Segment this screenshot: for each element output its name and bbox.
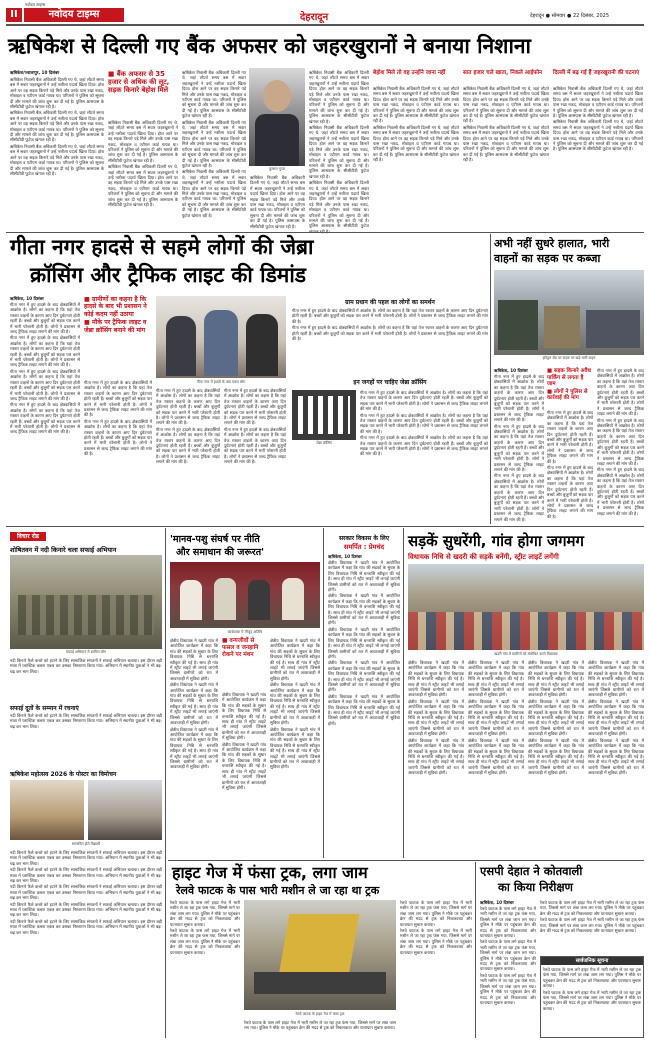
road-photo [494, 270, 644, 355]
lead-photo-caption: कुणाल गुप्ता [269, 167, 285, 171]
road-headline-1: अभी नहीं सुधरे हालात, भारी [494, 237, 610, 250]
masthead-rule [6, 24, 644, 26]
sakar-dateline: ऋषिकेश, 10 दिसंबर [328, 554, 362, 559]
road-bullet-2: ■ लोगों ने पुलिस से कार्रवाई की मांग [547, 388, 588, 402]
lead-col-4: ऋषिकेश निवासी बैंक अधिकारी दिल्ली गए थे, जहां लौटते समय बस में सवार जहरखुरानों ने उन्हें नशीला पदार्थ खिला दिया। होश आने पर वह सड़क किनारे पड़े मिले और उनके पास रखा नकद, मोबाइल व एटीएम कार्ड गायब था। परिजनों ने पुलिस को सूचना दी और मामले की जांच शुरू कर दी गई है। पुलिस आसपास के सीसीटीवी फुटेज खंगाल रही है। [250, 175, 305, 229]
vichar-body-2: नदी किनारे फैले कचरे को हटाने के लिए सामाजिक संगठनों ने सफाई अभियान चलाया। इस दौरान बड़ी मात्रा में प्लास्टिक कचरा एकत्र कर उसका निस्तारण किया गया। अभियान में स्थानीय युवाओं ने भी बढ़-चढ़ कर भाग लिया। [10, 713, 162, 729]
vichar-body-1: नदी किनारे फैले कचरे को हटाने के लिए सामाजिक संगठनों ने सफाई अभियान चलाया। इस दौरान बड़ी मात्रा में प्लास्टिक कचरा एकत्र कर उसका निस्तारण किया गया। अभियान में स्थानीय युवाओं ने भी बढ़-चढ़ कर भाग लिया। [10, 658, 162, 674]
geeta-col-5: गीता नगर में हुए हादसे के बाद क्षेत्रवासियों में आक्रोश है। लोगों का कहना है कि यहां तेज रफ्तार वाहनों के कारण आए दिन दुर्घटनाएं होती रहती हैं। बच्चों और बुजुर्गों को सड़क पार करने में भारी परेशानी होती है। लोगों ने प्रशासन से जल्द ट्रैफिक लाइट लगाने की मांग की है। गीता नगर में हुए हादसे के बाद क्षेत्रवासियों में आक्रोश है। लोगों का कहना है कि यहां तेज रफ्तार वाहनों के कारण आए दिन दुर्घटनाएं होती रहती हैं। बच्चों और बुजुर्गों को सड़क पार करने में भारी परेशानी होती है। लोगों ने प्रशासन से जल्द ट्रैफिक लाइट लगाने की मांग की है। [292, 308, 488, 342]
geeta-divider [490, 234, 491, 524]
road-col-3: गीता नगर में हुए हादसे के बाद क्षेत्रवासियों में आक्रोश है। लोगों का कहना है कि यहां तेज रफ्तार वाहनों के कारण आए दिन दुर्घटनाएं होती रहती हैं। बच्चों और बुजुर्गों को सड़क पार करने में भारी परेशानी होती है। लोगों ने प्रशासन से जल्द ट्रैफिक लाइट लगाने की मांग की है। गीता नगर में हुए हादसे के बाद क्षेत्रवासियों में आक्रोश है। लोगों का कहना है कि यहां तेज रफ्तार वाहनों के कारण आए दिन दुर्घटनाएं होती रहती हैं। बच्चों और बुजुर्गों को सड़क पार करने में भारी परेशानी होती है। लोगों ने प्रशासन से जल्द ट्रैफिक लाइट लगाने की मांग की है। गीता नगर में हुए हादसे के बाद क्षेत्रवासियों में आक्रोश है। लोगों का कहना है कि यहां तेज रफ्तार वाहनों के कारण आए दिन दुर्घटनाएं होती रहती हैं। बच्चों और बुजुर्गों को सड़क पार करने में भारी परेशानी होती है। लोगों ने प्रशासन से जल्द ट्रैफिक लाइट लगाने की मांग की है। [597, 368, 644, 516]
awards-photo-2 [88, 780, 162, 840]
road-photo-caption: हरिद्वार रोड पर सड़क पर खड़े भारी वाहन [542, 356, 596, 360]
truck-col-3: रेलवे फाटक के पास लगे हाइट गेज में भारी मशीन ले जा रहा ट्रक फंस गया, जिससे मार्ग पर लंबा जाम लग गया। पुलिस ने मौके पर पहुंचकर क्रेन की मदद से ट्रक को निकलवाया और यातायात सुचारु कराया। रेलवे फाटक के पास लगे हाइट गेज में भारी मशीन ले जा रहा ट्रक फंस गया, जिससे मार्ग पर लंबा जाम लग गया। पुलिस ने मौके पर पहुंचकर क्रेन की मदद से ट्रक को निकलवाया और यातायात सुचारु कराया। [400, 900, 472, 955]
lead-col-7: ऋषिकेश निवासी बैंक अधिकारी दिल्ली गए थे, जहां लौटते समय बस में सवार जहरखुरानों ने उन्हें नशीला पदार्थ खिला दिया। होश आने पर वह सड़क किनारे पड़े मिले और उनके पास रखा नकद, मोबाइल व एटीएम कार्ड गायब था। परिजनों ने पुलिस को सूचना दी और मामले की जांच शुरू कर दी गई है। पुलिस आसपास के सीसीटीवी फुटेज खंगाल रही है। ऋषिकेश निवासी बैंक अधिकारी दिल्ली गए थे, जहां लौटते समय बस में सवार जहरखुरानों ने उन्हें नशीला पदार्थ खिला दिया। होश आने पर वह सड़क किनारे पड़े मिले और उनके पास रखा नकद, मोबाइल व एटीएम कार्ड गायब था। परिजनों ने पुलिस को सूचना दी और मामले की जांच शुरू कर दी गई है। पुलिस आसपास के सीसीटीवी फुटेज खंगाल रही है। [463, 86, 549, 163]
sakar-divider [403, 528, 404, 858]
truck-subheadline: रेलवे फाटक के पास भारी मशीन ले जा रहा था ट्रक [176, 884, 380, 897]
awards-photo-1 [10, 780, 84, 840]
lead-col-8: ऋषिकेश निवासी बैंक अधिकारी दिल्ली गए थे, जहां लौटते समय बस में सवार जहरखुरानों ने उन्हें नशीला पदार्थ खिला दिया। होश आने पर वह सड़क किनारे पड़े मिले और उनके पास रखा नकद, मोबाइल व एटीएम कार्ड गायब था। परिजनों ने पुलिस को सूचना दी और मामले की जांच शुरू कर दी गई है। पुलिस आसपास के सीसीटीवी फुटेज खंगाल रही है। ऋषिकेश निवासी बैंक अधिकारी दिल्ली गए थे, जहां लौटते समय बस में सवार जहरखुरानों ने उन्हें नशीला पदार्थ खिला दिया। होश आने पर वह सड़क किनारे पड़े मिले और उनके पास रखा नकद, मोबाइल व एटीएम कार्ड गायब था। परिजनों ने पुलिस को सूचना दी और मामले की जांच शुरू कर दी गई है। पुलिस आसपास के सीसीटीवी फुटेज खंगाल रही है। [553, 86, 643, 152]
page-number: II [6, 8, 22, 22]
geeta-photo [156, 296, 286, 378]
geeta-photo-caption: गीता नगर में हादसे के बाद एकत्र लोग [196, 380, 246, 384]
lead-col-head-3: दिल्ली में बढ़ गई हैं जहरखुरानी की घटनाएं [553, 70, 640, 76]
vichar-tag: विचार रोड [10, 532, 46, 541]
sp-col-2: रेलवे फाटक के पास लगे हाइट गेज में भारी मशीन ले जा रहा ट्रक फंस गया, जिससे मार्ग पर लंबा जाम लग गया। पुलिस ने मौके पर पहुंचकर क्रेन की मदद से ट्रक को निकलवाया और यातायात सुचारु कराया। रेलवे फाटक के पास लगे हाइट गेज में भारी मशीन ले जा रहा ट्रक फंस गया, जिससे मार्ग पर लंबा जाम लग गया। पुलिस ने मौके पर पहुंचकर क्रेन की मदद से ट्रक को निकलवाया और यातायात सुचारु कराया। [540, 900, 644, 934]
geeta-col-3: गीता नगर में हुए हादसे के बाद क्षेत्रवासियों में आक्रोश है। लोगों का कहना है कि यहां तेज रफ्तार वाहनों के कारण आए दिन दुर्घटनाएं होती रहती हैं। बच्चों और बुजुर्गों को सड़क पार करने में भारी परेशानी होती है। लोगों ने प्रशासन से जल्द ट्रैफिक लाइट लगाने की मांग की है। गीता नगर में हुए हादसे के बाद क्षेत्रवासियों में आक्रोश है। लोगों का कहना है कि यहां तेज रफ्तार वाहनों के कारण आए दिन दुर्घटनाएं होती रहती हैं। बच्चों और बुजुर्गों को सड़क पार करने में भारी परेशानी होती है। लोगों ने प्रशासन से जल्द ट्रैफिक लाइट लगाने की मांग की है। [156, 388, 220, 465]
truck-col-1: रेलवे फाटक के पास लगे हाइट गेज में भारी मशीन ले जा रहा ट्रक फंस गया, जिससे मार्ग पर लंबा जाम लग गया। पुलिस ने मौके पर पहुंचकर क्रेन की मदद से ट्रक को निकलवाया और यातायात सुचारु कराया। रेलवे फाटक के पास लगे हाइट गेज में भारी मशीन ले जा रहा ट्रक फंस गया, जिससे मार्ग पर लंबा जाम लग गया। पुलिस ने मौके पर पहुंचकर क्रेन की मदद से ट्रक को निकलवाया और यातायात सुचारु कराया। [170, 900, 240, 955]
road-headline-2: वाहनों का सड़क पर कब्जा [494, 252, 601, 265]
lead-col-3: ऋषिकेश निवासी बैंक अधिकारी दिल्ली गए थे, जहां लौटते समय बस में सवार जहरखुरानों ने उन्हें नशीला पदार्थ खिला दिया। होश आने पर वह सड़क किनारे पड़े मिले और उनके पास रखा नकद, मोबाइल व एटीएम कार्ड गायब था। परिजनों ने पुलिस को सूचना दी और मामले की जांच शुरू कर दी गई है। पुलिस आसपास के सीसीटीवी फुटेज खंगाल रही है। ऋषिकेश निवासी बैंक अधिकारी दिल्ली गए थे, जहां लौटते समय बस में सवार जहरखुरानों ने उन्हें नशीला पदार्थ खिला दिया। होश आने पर वह सड़क किनारे पड़े मिले और उनके पास रखा नकद, मोबाइल व एटीएम कार्ड गायब था। परिजनों ने पुलिस को सूचना दी और मामले की जांच शुरू कर दी गई है। पुलिस आसपास के सीसीटीवी फुटेज खंगाल रही है। ऋषिकेश निवासी बैंक अधिकारी दिल्ली गए थे, जहां लौटते समय बस में सवार जहरखुरानों ने उन्हें नशीला पदार्थ खिला दिया। होश आने पर वह सड़क किनारे पड़े मिले और उनके पास रखा नकद, मोबाइल व एटीएम कार्ड गायब था। परिजनों ने पुलिस को सूचना दी और मामले की जांच शुरू कर दी गई है। पुलिस आसपास के सीसीटीवी फुटेज खंगाल रही है। [182, 70, 247, 218]
geeta-bullets [84, 296, 152, 335]
lead-col-head-2: सात हजार चले खाता, निकले आईफोन [463, 70, 543, 76]
lead-headline: ऋषिकेश से दिल्ली गए बैंक अफसर को जहरखुरानों ने बनाया निशाना [8, 34, 531, 58]
left-divider [165, 528, 166, 1038]
public-notice-body: रेलवे फाटक के पास लगे हाइट गेज में भारी मशीन ले जा रहा ट्रक फंस गया, जिससे मार्ग पर लंबा जाम लग गया। पुलिस ने मौके पर पहुंचकर क्रेन की मदद से ट्रक को निकलवाया और यातायात सुचारु कराया। रेलवे फाटक के पास लगे हाइट गेज में भारी मशीन ले जा रहा ट्रक फंस गया, जिससे मार्ग पर लंबा जाम लग गया। पुलिस ने मौके पर पहुंचकर क्रेन की मदद से ट्रक को निकलवाया और यातायात सुचारु कराया। [543, 967, 641, 1011]
lead-bullet [108, 70, 178, 95]
vichar-headline: शोषितवन में नदी किनारे चला सफाई अभियान [10, 546, 117, 554]
geeta-col-1: गीता नगर में हुए हादसे के बाद क्षेत्रवासियों में आक्रोश है। लोगों का कहना है कि यहां तेज रफ्तार वाहनों के कारण आए दिन दुर्घटनाएं होती रहती हैं। बच्चों और बुजुर्गों को सड़क पार करने में भारी परेशानी होती है। लोगों ने प्रशासन से जल्द ट्रैफिक लाइट लगाने की मांग की है। गीता नगर में हुए हादसे के बाद क्षेत्रवासियों में आक्रोश है। लोगों का कहना है कि यहां तेज रफ्तार वाहनों के कारण आए दिन दुर्घटनाएं होती रहती हैं। बच्चों और बुजुर्गों को सड़क पार करने में भारी परेशानी होती है। लोगों ने प्रशासन से जल्द ट्रैफिक लाइट लगाने की मांग की है। गीता नगर में हुए हादसे के बाद क्षेत्रवासियों में आक्रोश है। लोगों का कहना है कि यहां तेज रफ्तार वाहनों के कारण आए दिन दुर्घटनाएं होती रहती हैं। बच्चों और बुजुर्गों को सड़क पार करने में भारी परेशानी होती है। लोगों ने प्रशासन से जल्द ट्रैफिक लाइट लगाने की मांग की है। गीता नगर में हुए हादसे के बाद क्षेत्रवासियों में आक्रोश है। लोगों का कहना है कि यहां तेज रफ्तार वाहनों के कारण आए दिन दुर्घटनाएं होती रहती हैं। बच्चों और बुजुर्गों को सड़क पार करने में भारी परेशानी होती है। लोगों ने प्रशासन से जल्द ट्रैफिक लाइट लगाने की मांग की है। [10, 302, 80, 435]
sakar-col: क्षेत्रीय विधायक ने खदरी गांव में आयोजित कार्यक्रम में कहा कि गांव की सड़कों के सुधार के लिए विधायक निधि से धनराशि स्वीकृत की गई है। साथ ही गांव में स्ट्रीट लाइटें भी लगाई जाएंगी जिससे ग्रामीणों को रात में आवाजाही में सुविधा होगी। क्षेत्रीय विधायक ने खदरी गांव में आयोजित कार्यक्रम में कहा कि गांव की सड़कों के सुधार के लिए विधायक निधि से धनराशि स्वीकृत की गई है। साथ ही गांव में स्ट्रीट लाइटें भी लगाई जाएंगी जिससे ग्रामीणों को रात में आवाजाही में सुविधा होगी। क्षेत्रीय विधायक ने खदरी गांव में आयोजित कार्यक्रम में कहा कि गांव की सड़कों के सुधार के लिए विधायक निधि से धनराशि स्वीकृत की गई है। साथ ही गांव में स्ट्रीट लाइटें भी लगाई जाएंगी जिससे ग्रामीणों को रात में आवाजाही में सुविधा होगी। क्षेत्रीय विधायक ने खदरी गांव में आयोजित कार्यक्रम में कहा कि गांव की सड़कों के सुधार के लिए विधायक निधि से धनराशि स्वीकृत की गई है। साथ ही गांव में स्ट्रीट लाइटें भी लगाई जाएंगी जिससे ग्रामीणों को रात में आवाजाही में सुविधा होगी। क्षेत्रीय विधायक ने खदरी गांव में आयोजित कार्यक्रम में कहा कि गांव की सड़कों के सुधार के लिए विधायक निधि से धनराशि स्वीकृत की गई है। साथ ही गांव में स्ट्रीट लाइटें भी लगाई जाएंगी जिससे ग्रामीणों को रात में आवाजाही में सुविधा होगी। [328, 560, 400, 726]
sp-headline-2: का किया निरीक्षण [498, 880, 573, 894]
geeta-headline-1: गीता नगर हादसे से सहमे लोगों की जेब्रा [10, 235, 314, 259]
lead-col-1: ऋषिकेश निवासी बैंक अधिकारी दिल्ली गए थे, जहां लौटते समय बस में सवार जहरखुरानों ने उन्हें नशीला पदार्थ खिला दिया। होश आने पर वह सड़क किनारे पड़े मिले और उनके पास रखा नकद, मोबाइल व एटीएम कार्ड गायब था। परिजनों ने पुलिस को सूचना दी और मामले की जांच शुरू कर दी गई है। पुलिस आसपास के सीसीटीवी फुटेज खंगाल रही है। ऋषिकेश निवासी बैंक अधिकारी दिल्ली गए थे, जहां लौटते समय बस में सवार जहरखुरानों ने उन्हें नशीला पदार्थ खिला दिया। होश आने पर वह सड़क किनारे पड़े मिले और उनके पास रखा नकद, मोबाइल व एटीएम कार्ड गायब था। परिजनों ने पुलिस को सूचना दी और मामले की जांच शुरू कर दी गई है। पुलिस आसपास के सीसीटीवी फुटेज खंगाल रही है। ऋषिकेश निवासी बैंक अधिकारी दिल्ली गए थे, जहां लौटते समय बस में सवार जहरखुरानों ने उन्हें नशीला पदार्थ खिला दिया। होश आने पर वह सड़क किनारे पड़े मिले और उनके पास रखा नकद, मोबाइल व एटीएम कार्ड गायब था। परिजनों ने पुलिस को सूचना दी और मामले की जांच शुरू कर दी गई है। पुलिस आसपास के सीसीटीवी फुटेज खंगाल रही है। [10, 77, 104, 176]
truck-col-2: रेलवे फाटक के पास लगे हाइट गेज में भारी मशीन ले जा रहा ट्रक फंस गया, जिससे मार्ग पर लंबा जाम लग गया। पुलिस ने मौके पर पहुंचकर क्रेन की मदद से ट्रक को निकलवाया और यातायात सुचारु कराया। [244, 1020, 396, 1031]
manav-photo-caption: कार्यशाला में मौजूद अतिथि [227, 630, 263, 634]
awards-body: नदी किनारे फैले कचरे को हटाने के लिए सामाजिक संगठनों ने सफाई अभियान चलाया। इस दौरान बड़ी मात्रा में प्लास्टिक कचरा एकत्र कर उसका निस्तारण किया गया। अभियान में स्थानीय युवाओं ने भी बढ़-चढ़ कर भाग लिया। नदी किनारे फैले कचरे को हटाने के लिए सामाजिक संगठनों ने सफाई अभियान चलाया। इस दौरान बड़ी मात्रा में प्लास्टिक कचरा एकत्र कर उसका निस्तारण किया गया। अभियान में स्थानीय युवाओं ने भी बढ़-चढ़ कर भाग लिया। नदी किनारे फैले कचरे को हटाने के लिए सामाजिक संगठनों ने सफाई अभियान चलाया। इस दौरान बड़ी मात्रा में प्लास्टिक कचरा एकत्र कर उसका निस्तारण किया गया। अभियान में स्थानीय युवाओं ने भी बढ़-चढ़ कर भाग लिया। नदी किनारे फैले कचरे को हटाने के लिए सामाजिक संगठनों ने सफाई अभियान चलाया। इस दौरान बड़ी मात्रा में प्लास्टिक कचरा एकत्र कर उसका निस्तारण किया गया। अभियान में स्थानीय युवाओं ने भी बढ़-चढ़ कर भाग लिया। नदी किनारे फैले कचरे को हटाने के लिए सामाजिक संगठनों ने सफाई अभियान चलाया। इस दौरान बड़ी मात्रा में प्लास्टिक कचरा एकत्र कर उसका निस्तारण किया गया। अभियान में स्थानीय युवाओं ने भी बढ़-चढ़ कर भाग लिया। [10, 850, 162, 935]
public-notice-box [540, 956, 644, 1038]
lead-col-5: ऋषिकेश निवासी बैंक अधिकारी दिल्ली गए थे, जहां लौटते समय बस में सवार जहरखुरानों ने उन्हें नशीला पदार्थ खिला दिया। होश आने पर वह सड़क किनारे पड़े मिले और उनके पास रखा नकद, मोबाइल व एटीएम कार्ड गायब था। परिजनों ने पुलिस को सूचना दी और मामले की जांच शुरू कर दी गई है। पुलिस आसपास के सीसीटीवी फुटेज खंगाल रही है। ऋषिकेश निवासी बैंक अधिकारी दिल्ली गए थे, जहां लौटते समय बस में सवार जहरखुरानों ने उन्हें नशीला पदार्थ खिला दिया। होश आने पर वह सड़क किनारे पड़े मिले और उनके पास रखा नकद, मोबाइल व एटीएम कार्ड गायब था। परिजनों ने पुलिस को सूचना दी और मामले की जांच शुरू कर दी गई है। पुलिस आसपास के सीसीटीवी फुटेज खंगाल रही है। ऋषिकेश निवासी बैंक अधिकारी दिल्ली गए थे, जहां लौटते समय बस में सवार जहरखुरानों ने उन्हें नशीला पदार्थ खिला दिया। होश आने पर वह सड़क किनारे पड़े मिले और उनके पास रखा नकद, मोबाइल व एटीएम कार्ड गायब था। परिजनों ने पुलिस को सूचना दी और मामले की जांच शुरू कर दी गई है। पुलिस आसपास के सीसीटीवी फुटेज [309, 70, 369, 229]
manav-col-2: क्षेत्रीय विधायक ने खदरी गांव में आयोजित कार्यक्रम में कहा कि गांव की सड़कों के सुधार के लिए विधायक निधि से धनराशि स्वीकृत की गई है। साथ ही गांव में स्ट्रीट लाइटें भी लगाई जाएंगी जिससे ग्रामीणों को रात में आवाजाही में सुविधा होगी। क्षेत्रीय विधायक ने खदरी गांव में आयोजित कार्यक्रम में कहा कि गांव की सड़कों के सुधार के लिए विधायक निधि से धनराशि स्वीकृत की गई है। साथ ही गांव में स्ट्रीट लाइटें भी लगाई जाएंगी जिससे ग्रामीणों को रात में आवाजाही में सुविधा होगी। [222, 692, 266, 790]
sadak-photo [408, 564, 644, 650]
manav-headline-1: 'मानव-पशु संघर्ष पर नीति [170, 534, 260, 545]
sadak-col-4: क्षेत्रीय विधायक ने खदरी गांव में आयोजित कार्यक्रम में कहा कि गांव की सड़कों के सुधार के लिए विधायक निधि से धनराशि स्वीकृत की गई है। साथ ही गांव में स्ट्रीट लाइटें भी लगाई जाएंगी जिससे ग्रामीणों को रात में आवाजाही में सुविधा होगी। क्षेत्रीय विधायक ने खदरी गांव में आयोजित कार्यक्रम में कहा कि गांव की सड़कों के सुधार के लिए विधायक निधि से धनराशि स्वीकृत की गई है। साथ ही गांव में स्ट्रीट लाइटें भी लगाई जाएंगी जिससे ग्रामीणों को रात में आवाजाही में सुविधा होगी। क्षेत्रीय विधायक ने खदरी गांव में आयोजित कार्यक्रम में कहा कि गांव की सड़कों के सुधार के लिए विधायक निधि से धनराशि स्वीकृत की गई है। साथ ही गांव में स्ट्रीट लाइटें भी लगाई जाएंगी जिससे ग्रामीणों को रात में आवाजाही में सुविधा होगी। [588, 660, 644, 776]
public-notice-title: सार्वजनिक सूचना [541, 957, 643, 965]
road-col-1: गीता नगर में हुए हादसे के बाद क्षेत्रवासियों में आक्रोश है। लोगों का कहना है कि यहां तेज रफ्तार वाहनों के कारण आए दिन दुर्घटनाएं होती रहती हैं। बच्चों और बुजुर्गों को सड़क पार करने में भारी परेशानी होती है। लोगों ने प्रशासन से जल्द ट्रैफिक लाइट लगाने की मांग की है। गीता नगर में हुए हादसे के बाद क्षेत्रवासियों में आक्रोश है। लोगों का कहना है कि यहां तेज रफ्तार वाहनों के कारण आए दिन दुर्घटनाएं होती रहती हैं। बच्चों और बुजुर्गों को सड़क पार करने में भारी परेशानी होती है। लोगों ने प्रशासन से जल्द ट्रैफिक लाइट लगाने की मांग की है। गीता नगर में हुए हादसे के बाद क्षेत्रवासियों में आक्रोश है। लोगों का कहना है कि यहां तेज रफ्तार वाहनों के कारण आए दिन दुर्घटनाएं होती रहती हैं। बच्चों और बुजुर्गों को सड़क पार करने में भारी परेशानी होती है। लोगों ने प्रशासन से जल्द ट्रैफिक लाइट लगाने की मांग की है। [494, 374, 544, 522]
geeta-bullet-1: ■ ग्रामीणों का कहना है कि हादसे के बाद भी प्रशासन ने कोई कदम नहीं उठाया [84, 296, 147, 318]
manav-bullets [222, 638, 266, 660]
lead-col-2: ऋषिकेश निवासी बैंक अधिकारी दिल्ली गए थे, जहां लौटते समय बस में सवार जहरखुरानों ने उन्हें नशीला पदार्थ खिला दिया। होश आने पर वह सड़क किनारे पड़े मिले और उनके पास रखा नकद, मोबाइल व एटीएम कार्ड गायब था। परिजनों ने पुलिस को सूचना दी और मामले की जांच शुरू कर दी गई है। पुलिस आसपास के सीसीटीवी फुटेज खंगाल रही है। ऋषिकेश निवासी बैंक अधिकारी दिल्ली गए थे, जहां लौटते समय बस में सवार जहरखुरानों ने उन्हें नशीला पदार्थ खिला दिया। होश आने पर वह सड़क किनारे पड़े मिले और उनके पास रखा नकद, मोबाइल व एटीएम कार्ड गायब था। परिजनों ने पुलिस को सूचना दी और मामले की जांच शुरू कर दी गई है। पुलिस आसपास के सीसीटीवी फुटेज खंगाल रही है। [108, 120, 178, 208]
vichar-subhead: सफाई दूतों के सम्मान में रचनाएं [10, 705, 79, 712]
lead-photo [249, 68, 305, 166]
brand-small: नवोदय टाइम्स [25, 2, 46, 7]
sakar-headline-2: समर्पित : प्रेमचंद [343, 543, 385, 551]
truck-photo-caption: रेलवे फाटक के हाइट गेज में फंसा ट्रक [295, 1012, 345, 1016]
manav-col-1: क्षेत्रीय विधायक ने खदरी गांव में आयोजित कार्यक्रम में कहा कि गांव की सड़कों के सुधार के लिए विधायक निधि से धनराशि स्वीकृत की गई है। साथ ही गांव में स्ट्रीट लाइटें भी लगाई जाएंगी जिससे ग्रामीणों को रात में आवाजाही में सुविधा होगी। क्षेत्रीय विधायक ने खदरी गांव में आयोजित कार्यक्रम में कहा कि गांव की सड़कों के सुधार के लिए विधायक निधि से धनराशि स्वीकृत की गई है। साथ ही गांव में स्ट्रीट लाइटें भी लगाई जाएंगी जिससे ग्रामीणों को रात में आवाजाही में सुविधा होगी। क्षेत्रीय विधायक ने खदरी गांव में आयोजित कार्यक्रम में कहा कि गांव की सड़कों के सुधार के लिए विधायक निधि से धनराशि स्वीकृत की गई है। साथ ही गांव में स्ट्रीट लाइटें भी लगाई जाएंगी जिससे ग्रामीणों को रात में आवाजाही में सुविधा होगी। [170, 638, 218, 770]
lead-col-6: ऋषिकेश निवासी बैंक अधिकारी दिल्ली गए थे, जहां लौटते समय बस में सवार जहरखुरानों ने उन्हें नशीला पदार्थ खिला दिया। होश आने पर वह सड़क किनारे पड़े मिले और उनके पास रखा नकद, मोबाइल व एटीएम कार्ड गायब था। परिजनों ने पुलिस को सूचना दी और मामले की जांच शुरू कर दी गई है। पुलिस आसपास के सीसीटीवी फुटेज खंगाल रही है। ऋषिकेश निवासी बैंक अधिकारी दिल्ली गए थे, जहां लौटते समय बस में सवार जहरखुरानों ने उन्हें नशीला पदार्थ खिला दिया। होश आने पर वह सड़क किनारे पड़े मिले और उनके पास रखा नकद, मोबाइल व एटीएम कार्ड गायब था। परिजनों ने पुलिस को सूचना दी और मामले की जांच शुरू कर दी गई है। पुलिस आसपास के सीसीटीवी फुटेज खंगाल रही है। [373, 86, 459, 163]
manav-divider [323, 528, 324, 858]
lead-col-head-1: बेहोश मिले तो वह उन्होंने जाना नहीं [373, 70, 446, 76]
geeta-headline-2: क्रॉसिंग और ट्रैफिक लाइट की डिमांड [30, 263, 307, 287]
sadak-col-1: क्षेत्रीय विधायक ने खदरी गांव में आयोजित कार्यक्रम में कहा कि गांव की सड़कों के सुधार के लिए विधायक निधि से धनराशि स्वीकृत की गई है। साथ ही गांव में स्ट्रीट लाइटें भी लगाई जाएंगी जिससे ग्रामीणों को रात में आवाजाही में सुविधा होगी। क्षेत्रीय विधायक ने खदरी गांव में आयोजित कार्यक्रम में कहा कि गांव की सड़कों के सुधार के लिए विधायक निधि से धनराशि स्वीकृत की गई है। साथ ही गांव में स्ट्रीट लाइटें भी लगाई जाएंगी जिससे ग्रामीणों को रात में आवाजाही में सुविधा होगी। क्षेत्रीय विधायक ने खदरी गांव में आयोजित कार्यक्रम में कहा कि गांव की सड़कों के सुधार के लिए विधायक निधि से धनराशि स्वीकृत की गई है। साथ ही गांव में स्ट्रीट लाइटें भी लगाई जाएंगी जिससे ग्रामीणों को रात में आवाजाही में सुविधा होगी। [408, 660, 464, 776]
sakar-headline-1: सरकार विकास के लिए [338, 535, 390, 542]
lead-rule [6, 232, 644, 233]
section-title: देहरादून [300, 12, 329, 23]
manav-headline-2: और समाधान की जरूरत' [176, 547, 265, 558]
manav-bullet-1: ■ वन्यजीवों से फसल व जनहानि रोकने पर मंथन [222, 638, 259, 658]
sp-dateline: ऋषिकेश, 10 दिसंबर [480, 900, 514, 905]
road-bullets [547, 368, 593, 403]
geeta-bullet-2: ■ मौके पर ट्रैफिक लाइट व जेब्रा क्रॉसिंग बनाने की मांग [84, 319, 147, 334]
geeta-col-4: गीता नगर में हुए हादसे के बाद क्षेत्रवासियों में आक्रोश है। लोगों का कहना है कि यहां तेज रफ्तार वाहनों के कारण आए दिन दुर्घटनाएं होती रहती हैं। बच्चों और बुजुर्गों को सड़क पार करने में भारी परेशानी होती है। लोगों ने प्रशासन से जल्द ट्रैफिक लाइट लगाने की मांग की है। गीता नगर में हुए हादसे के बाद क्षेत्रवासियों में आक्रोश है। लोगों का कहना है कि यहां तेज रफ्तार वाहनों के कारण आए दिन दुर्घटनाएं होती रहती हैं। बच्चों और बुजुर्गों को सड़क पार करने में भारी परेशानी होती है। लोगों ने प्रशासन से जल्द ट्रैफिक लाइट लगाने की मांग की है। [224, 388, 286, 465]
lower-rule [168, 860, 644, 861]
sadak-subheadline: विधायक निधि से खदरी की सड़कें बनेंगी, स्ट्रीट लाइटें लगेंगी [408, 553, 559, 561]
sadak-col-3: क्षेत्रीय विधायक ने खदरी गांव में आयोजित कार्यक्रम में कहा कि गांव की सड़कों के सुधार के लिए विधायक निधि से धनराशि स्वीकृत की गई है। साथ ही गांव में स्ट्रीट लाइटें भी लगाई जाएंगी जिससे ग्रामीणों को रात में आवाजाही में सुविधा होगी। क्षेत्रीय विधायक ने खदरी गांव में आयोजित कार्यक्रम में कहा कि गांव की सड़कों के सुधार के लिए विधायक निधि से धनराशि स्वीकृत की गई है। साथ ही गांव में स्ट्रीट लाइटें भी लगाई जाएंगी जिससे ग्रामीणों को रात में आवाजाही में सुविधा होगी। क्षेत्रीय विधायक ने खदरी गांव में आयोजित कार्यक्रम में कहा कि गांव की सड़कों के सुधार के लिए विधायक निधि से धनराशि स्वीकृत की गई है। साथ ही गांव में स्ट्रीट लाइटें भी लगाई जाएंगी जिससे ग्रामीणों को रात में आवाजाही में सुविधा होगी। [528, 660, 584, 776]
road-col-2: गीता नगर में हुए हादसे के बाद क्षेत्रवासियों में आक्रोश है। लोगों का कहना है कि यहां तेज रफ्तार वाहनों के कारण आए दिन दुर्घटनाएं होती रहती हैं। बच्चों और बुजुर्गों को सड़क पार करने में भारी परेशानी होती है। लोगों ने प्रशासन से जल्द ट्रैफिक लाइट लगाने की मांग की है। गीता नगर में हुए हादसे के बाद क्षेत्रवासियों में आक्रोश है। लोगों का कहना है कि यहां तेज रफ्तार वाहनों के कारण आए दिन दुर्घटनाएं होती रहती हैं। बच्चों और बुजुर्गों को सड़क पार करने में भारी परेशानी होती है। लोगों ने प्रशासन से जल्द ट्रैफिक लाइट लगाने की मांग की है। [547, 410, 594, 519]
lead-bullet-1: ■ बैंक अफसर से 35 हजार से अधिक की लूट, सड़क किनारे बेहोश मिले [108, 70, 170, 94]
brand-logo: नवोदय टाइम्स [24, 8, 124, 22]
truck-headline: हाइट गेज में फंसा ट्रक, लगा जाम [172, 863, 368, 882]
manav-photo [170, 562, 320, 628]
manav-col-3: क्षेत्रीय विधायक ने खदरी गांव में आयोजित कार्यक्रम में कहा कि गांव की सड़कों के सुधार के लिए विधायक निधि से धनराशि स्वीकृत की गई है। साथ ही गांव में स्ट्रीट लाइटें भी लगाई जाएंगी जिससे ग्रामीणों को रात में आवाजाही में सुविधा होगी। क्षेत्रीय विधायक ने खदरी गांव में आयोजित कार्यक्रम में कहा कि गांव की सड़कों के सुधार के लिए विधायक निधि से धनराशि स्वीकृत की गई है। साथ ही गांव में स्ट्रीट लाइटें भी लगाई जाएंगी जिससे ग्रामीणों को रात में आवाजाही में सुविधा होगी। क्षेत्रीय विधायक ने खदरी गांव में आयोजित कार्यक्रम में कहा कि गांव की सड़कों के सुधार के लिए विधायक निधि से धनराशि स्वीकृत की गई है। साथ ही गांव में स्ट्रीट लाइटें भी लगाई जाएंगी जिससे ग्रामीणों को रात में आवाजाही में सुविधा होगी। [270, 638, 320, 770]
mid-rule [6, 526, 644, 527]
geeta-col-2: गीता नगर में हुए हादसे के बाद क्षेत्रवासियों में आक्रोश है। लोगों का कहना है कि यहां तेज रफ्तार वाहनों के कारण आए दिन दुर्घटनाएं होती रहती हैं। बच्चों और बुजुर्गों को सड़क पार करने में भारी परेशानी होती है। लोगों ने प्रशासन से जल्द ट्रैफिक लाइट लगाने की मांग की है। गीता नगर में हुए हादसे के बाद क्षेत्रवासियों में आक्रोश है। लोगों का कहना है कि यहां तेज रफ्तार वाहनों के कारण आए दिन दुर्घटनाएं होती रहती हैं। बच्चों और बुजुर्गों को सड़क पार करने में भारी परेशानी होती है। लोगों ने प्रशासन से जल्द ट्रैफिक लाइट लगाने की मांग की है। [84, 380, 152, 457]
zebra-caption: जेब्रा क्रॉसिंग [316, 441, 332, 445]
road-bullet-1: ■ सड़क किनारे अवैध पार्किंग से लगता है जाम [547, 368, 591, 388]
vichar-photo-caption: सफाई अभियान में शामिल लोग [65, 650, 107, 654]
issue-date: देहरादून ● सोमवार ● 22 दिसंबर, 2025 [530, 13, 610, 19]
lead-dateline: ऋषिकेश/ज्वालापुर, 10 दिसंबर [10, 70, 60, 75]
vichar-photo [10, 555, 162, 649]
geeta-subhead-1: ग्राम प्रधान की पहल का लोगों का समर्थन [345, 299, 435, 306]
sadak-photo-caption: खदरी गांव में ग्रामीणों को संबोधित करते विधायक [494, 652, 558, 656]
truck-divider [475, 862, 476, 1038]
road-dateline: ऋषिकेश, 10 दिसंबर [494, 368, 528, 373]
geeta-subhead-2: इन जगहों पर चाहिए जेब्रा क्रॉसिंग [353, 379, 427, 386]
geeta-col-6: गीता नगर में हुए हादसे के बाद क्षेत्रवासियों में आक्रोश है। लोगों का कहना है कि यहां तेज रफ्तार वाहनों के कारण आए दिन दुर्घटनाएं होती रहती हैं। बच्चों और बुजुर्गों को सड़क पार करने में भारी परेशानी होती है। लोगों ने प्रशासन से जल्द ट्रैफिक लाइट लगाने की मांग की है। गीता नगर में हुए हादसे के बाद क्षेत्रवासियों में आक्रोश है। लोगों का कहना है कि यहां तेज रफ्तार वाहनों के कारण आए दिन दुर्घटनाएं होती रहती हैं। बच्चों और बुजुर्गों को सड़क पार करने में भारी परेशानी होती है। लोगों ने प्रशासन से जल्द ट्रैफिक लाइट लगाने की मांग की है। गीता नगर में हुए हादसे के बाद क्षेत्रवासियों में आक्रोश है। लोगों का कहना है कि यहां तेज रफ्तार वाहनों के कारण आए दिन दुर्घटनाएं होती रहती हैं। बच्चों और बुजुर्गों को सड़क पार करने में भारी परेशानी होती है। लोगों ने प्रशासन से जल्द ट्रैफिक लाइट लगाने की मांग की है। [360, 390, 488, 457]
vichar-subhead-2: ऋषिकेश महोत्सव 2026 के पोस्टर का विमोचन [10, 771, 117, 778]
awards-photo-caption: सम्मानित होते विद्यार्थी [71, 842, 101, 846]
sadak-headline: सड़कें सुधरेंगी, गांव होगा जगमग [408, 532, 584, 550]
geeta-dateline: ऋषिकेश, 10 दिसंबर [10, 296, 44, 301]
sp-headline-1: एसपी देहात ने कोतवाली [480, 864, 583, 878]
zebra-crossing-graphic [292, 390, 356, 440]
sadak-col-2: क्षेत्रीय विधायक ने खदरी गांव में आयोजित कार्यक्रम में कहा कि गांव की सड़कों के सुधार के लिए विधायक निधि से धनराशि स्वीकृत की गई है। साथ ही गांव में स्ट्रीट लाइटें भी लगाई जाएंगी जिससे ग्रामीणों को रात में आवाजाही में सुविधा होगी। क्षेत्रीय विधायक ने खदरी गांव में आयोजित कार्यक्रम में कहा कि गांव की सड़कों के सुधार के लिए विधायक निधि से धनराशि स्वीकृत की गई है। साथ ही गांव में स्ट्रीट लाइटें भी लगाई जाएंगी जिससे ग्रामीणों को रात में आवाजाही में सुविधा होगी। क्षेत्रीय विधायक ने खदरी गांव में आयोजित कार्यक्रम में कहा कि गांव की सड़कों के सुधार के लिए विधायक निधि से धनराशि स्वीकृत की गई है। साथ ही गांव में स्ट्रीट लाइटें भी लगाई जाएंगी जिससे ग्रामीणों को रात में आवाजाही में सुविधा होगी। [468, 660, 524, 776]
sp-col-1: रेलवे फाटक के पास लगे हाइट गेज में भारी मशीन ले जा रहा ट्रक फंस गया, जिससे मार्ग पर लंबा जाम लग गया। पुलिस ने मौके पर पहुंचकर क्रेन की मदद से ट्रक को निकलवाया और यातायात सुचारु कराया। रेलवे फाटक के पास लगे हाइट गेज में भारी मशीन ले जा रहा ट्रक फंस गया, जिससे मार्ग पर लंबा जाम लग गया। पुलिस ने मौके पर पहुंचकर क्रेन की मदद से ट्रक को निकलवाया और यातायात सुचारु कराया। रेलवे फाटक के पास लगे हाइट गेज में भारी मशीन ले जा रहा ट्रक फंस गया, जिससे मार्ग पर लंबा जाम लग गया। पुलिस ने मौके पर पहुंचकर क्रेन की मदद से ट्रक को निकलवाया और यातायात सुचारु कराया। [480, 906, 536, 1005]
truck-photo [244, 900, 396, 1010]
